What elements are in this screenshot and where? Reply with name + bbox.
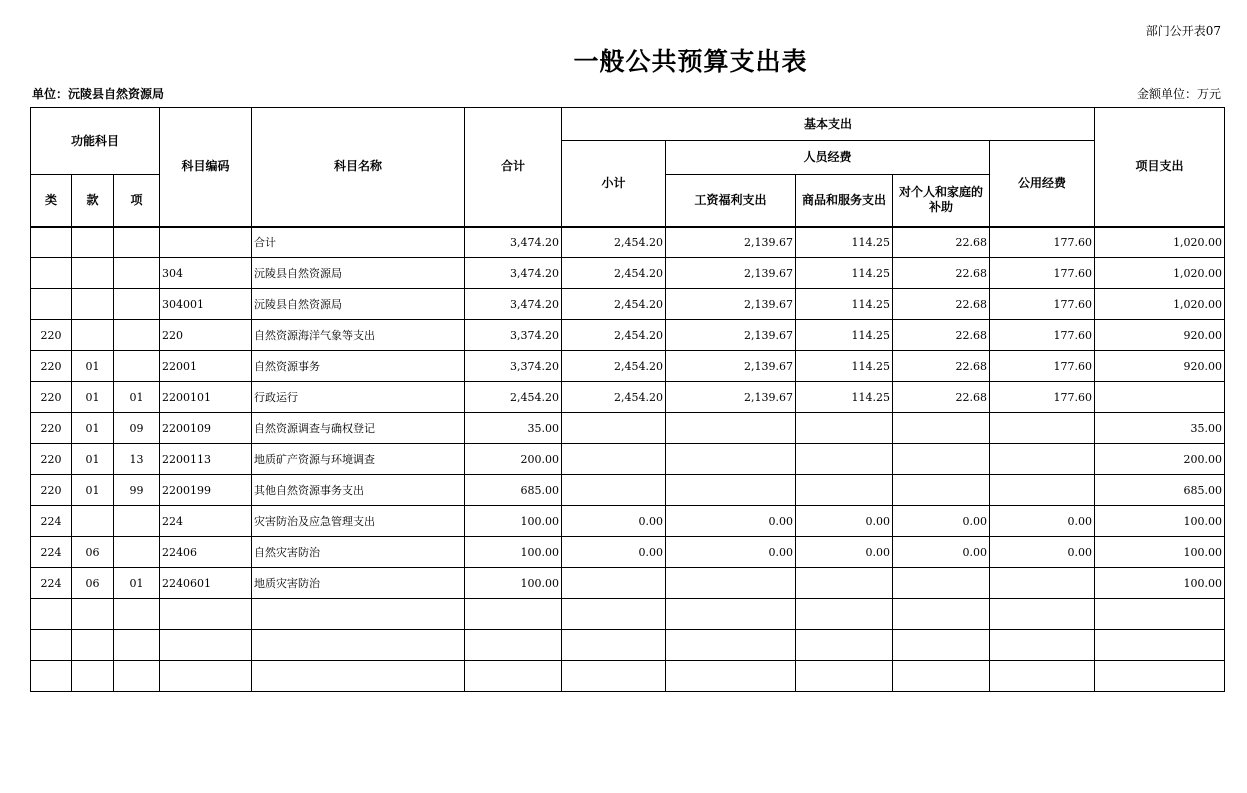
cell-xiang	[114, 289, 160, 320]
document-code: 部门公开表07	[1145, 24, 1221, 38]
cell-public-funds	[990, 630, 1095, 661]
cell-goods-services	[796, 599, 893, 630]
header-func-subject: 功能科目	[31, 108, 160, 175]
cell-code: 2200113	[160, 444, 252, 475]
table-row	[31, 320, 1225, 351]
cell-lei	[31, 630, 72, 661]
cell-name	[252, 599, 465, 630]
table-row	[31, 413, 1225, 444]
cell-code	[160, 630, 252, 661]
cell-xiang	[114, 351, 160, 382]
cell-subsidy: 22.68	[893, 258, 990, 289]
cell-subtotal: 2,454.20	[562, 289, 666, 320]
cell-lei	[31, 661, 72, 692]
cell-subtotal	[562, 599, 666, 630]
cell-lei: 224	[31, 568, 72, 599]
cell-name: 合计	[252, 227, 465, 258]
cell-goods-services: 114.25	[796, 382, 893, 413]
cell-name: 自然资源调查与确权登记	[252, 413, 465, 444]
cell-xiang	[114, 320, 160, 351]
cell-kuan	[72, 630, 114, 661]
cell-public-funds	[990, 568, 1095, 599]
cell-name: 地质灾害防治	[252, 568, 465, 599]
cell-wages	[666, 630, 796, 661]
cell-code: 304001	[160, 289, 252, 320]
cell-subtotal: 0.00	[562, 506, 666, 537]
cell-code	[160, 661, 252, 692]
cell-lei: 220	[31, 475, 72, 506]
header-project-expenditure: 项目支出	[1095, 108, 1225, 227]
table-row	[31, 630, 1225, 661]
cell-wages	[666, 568, 796, 599]
header-code: 科目编码	[160, 108, 252, 227]
cell-project: 100.00	[1095, 537, 1225, 568]
cell-xiang: 01	[114, 382, 160, 413]
cell-subsidy	[893, 475, 990, 506]
cell-public-funds: 0.00	[990, 537, 1095, 568]
cell-public-funds	[990, 661, 1095, 692]
cell-code: 2240601	[160, 568, 252, 599]
header-personnel-funds: 人员经费	[666, 141, 990, 175]
cell-project: 200.00	[1095, 444, 1225, 475]
cell-xiang	[114, 630, 160, 661]
cell-wages: 2,139.67	[666, 320, 796, 351]
cell-project: 1,020.00	[1095, 227, 1225, 258]
cell-subsidy	[893, 413, 990, 444]
table-row	[31, 444, 1225, 475]
cell-code	[160, 227, 252, 258]
header-lei: 类	[31, 175, 72, 227]
cell-kuan: 01	[72, 382, 114, 413]
cell-public-funds	[990, 475, 1095, 506]
cell-wages: 2,139.67	[666, 289, 796, 320]
header-total: 合计	[465, 108, 562, 227]
cell-goods-services	[796, 630, 893, 661]
table-row	[31, 661, 1225, 692]
cell-name	[252, 630, 465, 661]
cell-kuan	[72, 661, 114, 692]
cell-subsidy	[893, 661, 990, 692]
cell-code: 224	[160, 506, 252, 537]
cell-kuan: 01	[72, 475, 114, 506]
table-row	[31, 475, 1225, 506]
cell-subsidy	[893, 444, 990, 475]
cell-wages	[666, 661, 796, 692]
cell-goods-services: 114.25	[796, 227, 893, 258]
cell-kuan	[72, 289, 114, 320]
cell-project: 100.00	[1095, 506, 1225, 537]
cell-name: 灾害防治及应急管理支出	[252, 506, 465, 537]
header-xiang: 项	[114, 175, 160, 227]
header-name: 科目名称	[252, 108, 465, 227]
cell-lei	[31, 258, 72, 289]
cell-subtotal: 2,454.20	[562, 382, 666, 413]
cell-subtotal: 2,454.20	[562, 258, 666, 289]
cell-kuan	[72, 320, 114, 351]
cell-project	[1095, 382, 1225, 413]
cell-wages	[666, 413, 796, 444]
cell-public-funds	[990, 413, 1095, 444]
table-row	[31, 568, 1225, 599]
cell-subtotal	[562, 661, 666, 692]
table-row	[31, 289, 1225, 320]
cell-project: 35.00	[1095, 413, 1225, 444]
cell-code	[160, 599, 252, 630]
cell-code: 22001	[160, 351, 252, 382]
cell-total: 3,374.20	[465, 351, 562, 382]
table-row	[31, 258, 1225, 289]
cell-project: 920.00	[1095, 351, 1225, 382]
cell-wages	[666, 475, 796, 506]
cell-subtotal	[562, 475, 666, 506]
cell-kuan	[72, 599, 114, 630]
cell-goods-services	[796, 444, 893, 475]
cell-subsidy: 0.00	[893, 506, 990, 537]
cell-name: 沅陵县自然资源局	[252, 289, 465, 320]
cell-name: 沅陵县自然资源局	[252, 258, 465, 289]
cell-xiang: 99	[114, 475, 160, 506]
budget-expenditure-table	[30, 107, 1225, 692]
cell-subsidy	[893, 568, 990, 599]
cell-name: 行政运行	[252, 382, 465, 413]
cell-total: 100.00	[465, 506, 562, 537]
cell-subtotal: 2,454.20	[562, 320, 666, 351]
cell-code: 220	[160, 320, 252, 351]
cell-project	[1095, 661, 1225, 692]
cell-subtotal: 2,454.20	[562, 227, 666, 258]
organization-unit: 单位：沅陵县自然资源局	[32, 87, 165, 101]
cell-total: 3,474.20	[465, 258, 562, 289]
cell-name	[252, 661, 465, 692]
cell-xiang	[114, 506, 160, 537]
cell-name: 其他自然资源事务支出	[252, 475, 465, 506]
cell-lei: 224	[31, 506, 72, 537]
cell-xiang	[114, 599, 160, 630]
cell-xiang: 01	[114, 568, 160, 599]
cell-project: 100.00	[1095, 568, 1225, 599]
cell-total: 2,454.20	[465, 382, 562, 413]
cell-subsidy: 22.68	[893, 289, 990, 320]
cell-subtotal	[562, 444, 666, 475]
cell-kuan	[72, 227, 114, 258]
cell-subtotal: 0.00	[562, 537, 666, 568]
cell-lei: 224	[31, 537, 72, 568]
cell-public-funds: 0.00	[990, 506, 1095, 537]
header-basic-expenditure: 基本支出	[562, 108, 1095, 141]
amount-unit: 金额单位：万元	[1136, 87, 1221, 101]
cell-public-funds: 177.60	[990, 289, 1095, 320]
cell-goods-services: 0.00	[796, 506, 893, 537]
table-row	[31, 537, 1225, 568]
cell-wages: 2,139.67	[666, 258, 796, 289]
cell-name: 自然资源事务	[252, 351, 465, 382]
cell-name: 自然灾害防治	[252, 537, 465, 568]
cell-kuan: 01	[72, 413, 114, 444]
cell-public-funds: 177.60	[990, 258, 1095, 289]
cell-subtotal: 2,454.20	[562, 351, 666, 382]
cell-total: 100.00	[465, 537, 562, 568]
cell-code: 2200101	[160, 382, 252, 413]
cell-project: 1,020.00	[1095, 289, 1225, 320]
cell-wages: 2,139.67	[666, 382, 796, 413]
cell-project	[1095, 630, 1225, 661]
cell-goods-services: 114.25	[796, 289, 893, 320]
header-personal-family-subsidy: 对个人和家庭的补助	[893, 175, 990, 227]
cell-total: 100.00	[465, 568, 562, 599]
cell-lei: 220	[31, 444, 72, 475]
cell-lei: 220	[31, 320, 72, 351]
cell-project: 920.00	[1095, 320, 1225, 351]
cell-lei: 220	[31, 351, 72, 382]
cell-total	[465, 630, 562, 661]
cell-goods-services	[796, 475, 893, 506]
cell-kuan: 01	[72, 444, 114, 475]
cell-xiang	[114, 227, 160, 258]
table-row	[31, 506, 1225, 537]
cell-code: 22406	[160, 537, 252, 568]
cell-wages: 2,139.67	[666, 227, 796, 258]
cell-kuan: 06	[72, 537, 114, 568]
cell-subsidy	[893, 599, 990, 630]
cell-total	[465, 661, 562, 692]
cell-public-funds: 177.60	[990, 382, 1095, 413]
page-title: 一般公共预算支出表	[573, 47, 808, 76]
cell-wages	[666, 599, 796, 630]
cell-total	[465, 599, 562, 630]
cell-subtotal	[562, 413, 666, 444]
cell-subsidy: 0.00	[893, 537, 990, 568]
cell-wages	[666, 444, 796, 475]
cell-goods-services: 114.25	[796, 320, 893, 351]
cell-xiang	[114, 661, 160, 692]
cell-code: 2200109	[160, 413, 252, 444]
cell-subsidy: 22.68	[893, 320, 990, 351]
cell-public-funds	[990, 599, 1095, 630]
cell-wages: 0.00	[666, 537, 796, 568]
cell-subsidy: 22.68	[893, 382, 990, 413]
cell-kuan: 01	[72, 351, 114, 382]
header-wages: 工资福利支出	[666, 175, 796, 227]
cell-goods-services	[796, 413, 893, 444]
cell-goods-services: 114.25	[796, 351, 893, 382]
table-row	[31, 227, 1225, 258]
cell-kuan	[72, 506, 114, 537]
table-row	[31, 351, 1225, 382]
cell-total: 3,474.20	[465, 227, 562, 258]
cell-kuan	[72, 258, 114, 289]
cell-wages: 0.00	[666, 506, 796, 537]
cell-subtotal	[562, 630, 666, 661]
cell-goods-services: 0.00	[796, 537, 893, 568]
cell-code: 2200199	[160, 475, 252, 506]
cell-goods-services: 114.25	[796, 258, 893, 289]
table-row	[31, 599, 1225, 630]
cell-total: 35.00	[465, 413, 562, 444]
cell-total: 200.00	[465, 444, 562, 475]
cell-lei	[31, 289, 72, 320]
cell-wages: 2,139.67	[666, 351, 796, 382]
cell-project: 1,020.00	[1095, 258, 1225, 289]
cell-total: 3,374.20	[465, 320, 562, 351]
cell-lei: 220	[31, 382, 72, 413]
cell-subtotal	[562, 568, 666, 599]
cell-public-funds: 177.60	[990, 227, 1095, 258]
cell-name: 自然资源海洋气象等支出	[252, 320, 465, 351]
cell-kuan: 06	[72, 568, 114, 599]
cell-lei: 220	[31, 413, 72, 444]
cell-lei	[31, 227, 72, 258]
table-row	[31, 382, 1225, 413]
cell-public-funds: 177.60	[990, 351, 1095, 382]
cell-name: 地质矿产资源与环境调查	[252, 444, 465, 475]
cell-public-funds	[990, 444, 1095, 475]
cell-subsidy: 22.68	[893, 351, 990, 382]
cell-subsidy: 22.68	[893, 227, 990, 258]
cell-public-funds: 177.60	[990, 320, 1095, 351]
header-public-funds: 公用经费	[990, 141, 1095, 227]
cell-subsidy	[893, 630, 990, 661]
cell-goods-services	[796, 568, 893, 599]
cell-project	[1095, 599, 1225, 630]
cell-total: 3,474.20	[465, 289, 562, 320]
cell-lei	[31, 599, 72, 630]
cell-goods-services	[796, 661, 893, 692]
cell-xiang	[114, 537, 160, 568]
cell-project: 685.00	[1095, 475, 1225, 506]
header-kuan: 款	[72, 175, 114, 227]
cell-total: 685.00	[465, 475, 562, 506]
cell-xiang: 09	[114, 413, 160, 444]
header-goods-services: 商品和服务支出	[796, 175, 893, 227]
table-body	[31, 227, 1225, 692]
header-subtotal: 小计	[562, 141, 666, 227]
cell-xiang: 13	[114, 444, 160, 475]
cell-xiang	[114, 258, 160, 289]
cell-code: 304	[160, 258, 252, 289]
